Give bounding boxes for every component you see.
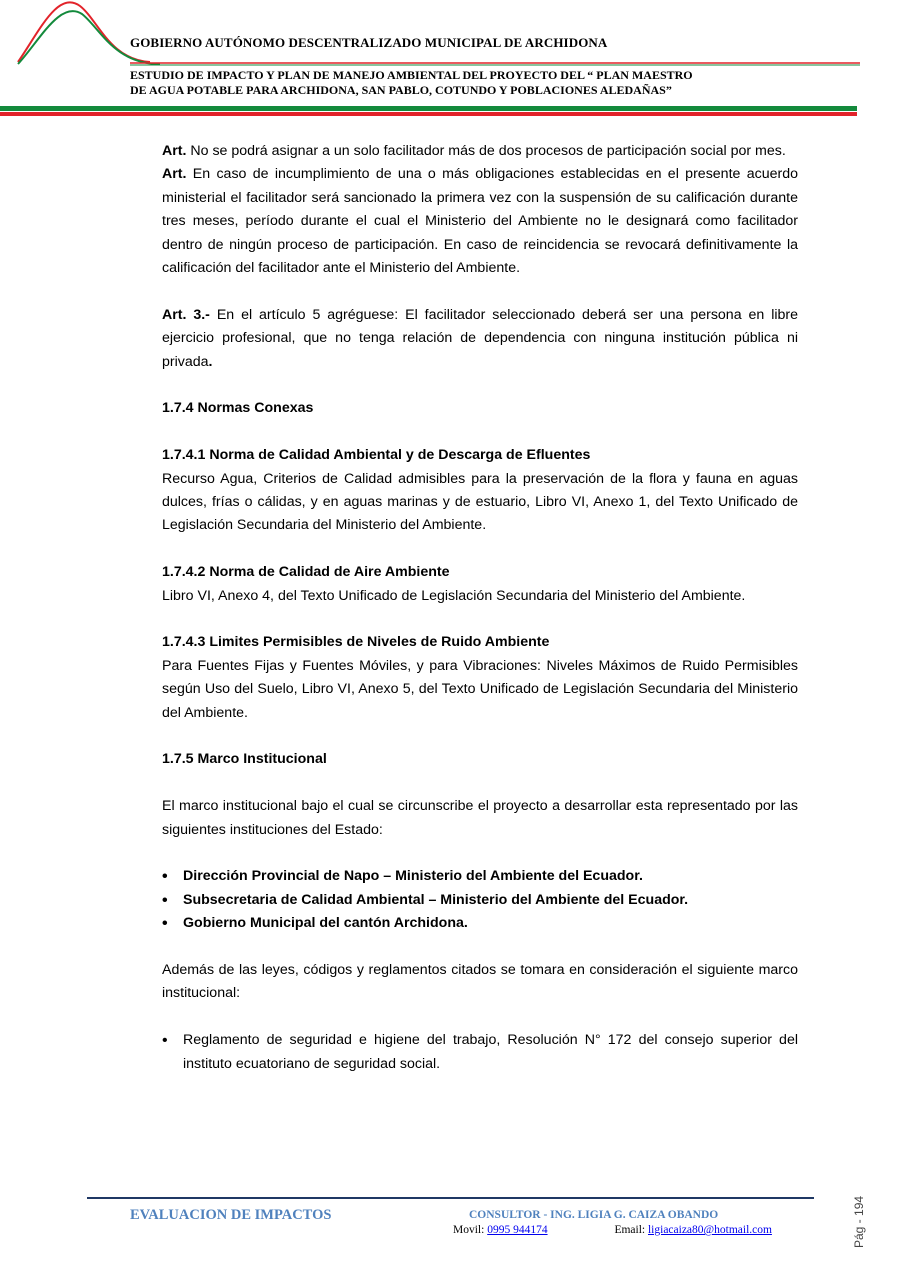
header-subtitle-line2: DE AGUA POTABLE PARA ARCHIDONA, SAN PABLO, COTUNDO Y POBLACIONES ALEDAÑAS” [130, 83, 672, 97]
header-title: GOBIERNO AUTÓNOMO DESCENTRALIZADO MUNICIPAL DE ARCHIDONA [130, 35, 608, 50]
section-text-1-7-4-1: Recurso Agua, Criterios de Calidad admisibles para la preservación de la flora y fauna en aguas dulces, frías o cálidas, y en aguas marinas y de estuario, Libro VI, Anexo 1, del Texto Unificado de Legislación Secundaria del Ministerio del Ambiente. [162, 470, 798, 534]
section-heading-1-7-4-3: 1.7.4.3 Limites Permisibles de Niveles de Ruido Ambiente [162, 634, 550, 651]
article-label: Art. [162, 143, 187, 159]
section-text-1-7-5: El marco institucional bajo el cual se circunscribe el proyecto a desarrollar esta representado por las siguientes instituciones del Estado: [162, 798, 798, 838]
list-item: • Reglamento de seguridad e higiene del trabajo, Resolución N° 172 del consejo superior del instituto ecuatoriano de seguridad social. [162, 1029, 798, 1076]
section-heading-1-7-4-1: 1.7.4.1 Norma de Calidad Ambiental y de Descarga de Efluentes [162, 447, 591, 464]
email-link[interactable]: ligiacaiza80@hotmail.com [647, 1224, 772, 1236]
list-item: • Gobierno Municipal del cantón Archidona. [162, 912, 798, 935]
section-heading-1-7-4: 1.7.4 Normas Conexas [162, 400, 314, 417]
footer-divider [87, 1197, 814, 1199]
list-item: • Subsecretaria de Calidad Ambiental – Ministerio del Ambiente del Ecuador. [162, 889, 798, 912]
footer-section-title: EVALUACION DE IMPACTOS [130, 1207, 332, 1223]
institutions-list [162, 865, 798, 935]
section-text-1-7-4-3: Para Fuentes Fijas y Fuentes Móviles, y para Vibraciones: Niveles Máximos de Ruido Permisibles según Uso del Suelo, Libro VI, Anexo 5, del Texto Unificado de Legislación Secundaria del Ministerio del Ambiente. [162, 657, 798, 721]
article-label: Art. [162, 166, 187, 183]
section-heading-1-7-5: 1.7.5 Marco Institucional [162, 751, 327, 768]
header-subtitle-line1: ESTUDIO DE IMPACTO Y PLAN DE MANEJO AMBIENTAL DEL PROYECTO DEL “ PLAN MAESTRO [130, 68, 693, 82]
section-heading-1-7-4-2: 1.7.4.2 Norma de Calidad de Aire Ambiente [162, 564, 450, 581]
article-3-paragraph [162, 304, 798, 374]
article-end: . [208, 353, 213, 370]
article-text: No se podrá asignar a un solo facilitador más de dos procesos de participación social por mes. [186, 143, 786, 159]
document-body [162, 140, 798, 1076]
phone-link[interactable]: 0995 944174 [487, 1224, 548, 1236]
article-label: Art. 3.- [162, 306, 210, 323]
page-number: Pág - 194 [852, 1195, 866, 1248]
article-paragraph [162, 140, 798, 163]
additional-framework-text: Además de las leyes, códigos y reglamentos citados se tomara en consideración el siguiente marco institucional: [162, 962, 798, 1002]
article-paragraph [162, 163, 798, 280]
email-label: Email: [614, 1224, 648, 1236]
header-subtitle [130, 68, 693, 98]
article-text: En el artículo 5 agréguese: El facilitador seleccionado deberá ser una persona en libre ejercicio profesional, que no tenga relación de dependencia con ninguna institución pública ni privada [162, 306, 798, 370]
movil-label: Movil: [453, 1224, 488, 1236]
section-text-1-7-4-2: Libro VI, Anexo 4, del Texto Unificado de Legislación Secundaria del Ministerio del Ambiente. [162, 587, 746, 604]
regulations-list [162, 1029, 798, 1076]
footer-contact [453, 1224, 772, 1236]
article-text: En caso de incumplimiento de una o más obligaciones establecidas en el presente acuerdo ministerial el facilitador será sancionado la primera vez con la suspensión de su calificación durante tres meses, período durante el cual el Ministerio del Ambiente no le designará como facilitador dentro de ningún proceso de participación. En caso de reincidencia se revocará definitivamente la calificación del facilitador ante el Ministerio del Ambiente. [162, 166, 798, 277]
list-item: • Dirección Provincial de Napo – Ministerio del Ambiente del Ecuador. [162, 865, 798, 888]
footer-consultor: CONSULTOR - ING. LIGIA G. CAIZA OBANDO [469, 1209, 719, 1221]
